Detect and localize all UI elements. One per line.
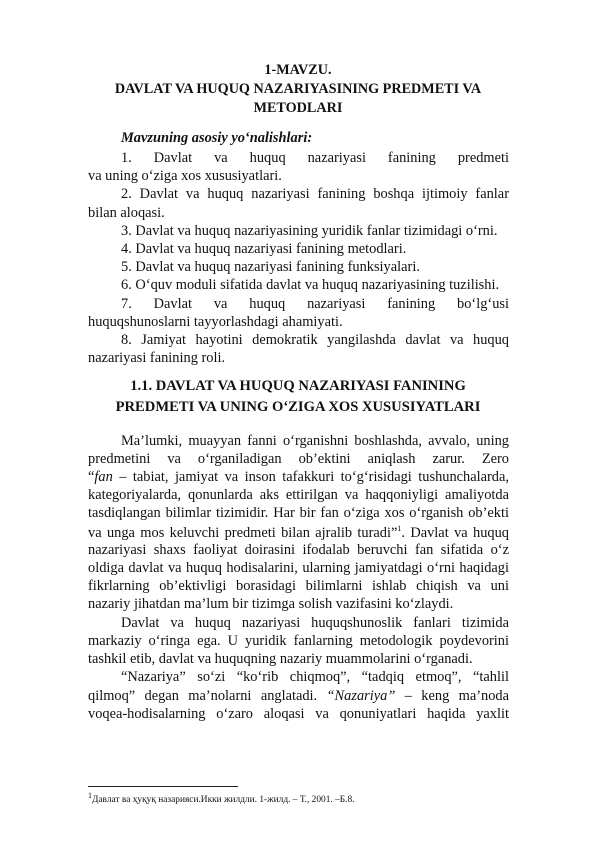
- body-p1-line-10: nazariy jihatdan ma’lum bir tizimga solish vazifasini ko‘zlaydi.: [88, 596, 454, 612]
- title-line-2: DAVLAT VA HUQUQ NAZARIYASINING PREDMETI VA: [114, 81, 482, 97]
- footnote-mark: 1: [88, 791, 92, 800]
- nazariya-definition: – keng ma’noda: [395, 688, 509, 704]
- body-p2-line-3: tashkil etib, davlat va huquqning nazariy muammolarini o‘rganadi.: [88, 651, 473, 667]
- footnote-text: Давлат ва ҳуқуқ назарияси.Икки жилдли. 1-жилд. – Т., 2001. –Б.8.: [92, 795, 355, 806]
- nazariya-sentence: qilmoq” degan ma’nolarni anglatadi.: [88, 688, 327, 704]
- body-p1-line-5: tasdiqlangan bilimlar tizimidir. Har bir fan o‘ziga xos o‘rganish ob’ekti: [88, 505, 509, 521]
- topic-5: 5. Davlat va huquq nazariyasi fanining funksiyalari.: [121, 259, 420, 275]
- title-line-3: METODLARI: [253, 100, 343, 116]
- topic-1-line-2: va uning o‘ziga xos xususiyatlari.: [88, 168, 282, 184]
- body-p2-line-1: Davlat va huquq nazariyasi huquqshunoslik fanlari tizimida: [121, 615, 509, 631]
- topic-1-line-1: 1. Davlat va huquq nazariyasi fanining predmeti: [121, 150, 509, 166]
- body-p1-line-3: [88, 469, 509, 486]
- topic-2-line-1: 2. Davlat va huquq nazariyasi fanining boshqa ijtimoiy fanlar: [121, 186, 509, 202]
- topic-3: 3. Davlat va huquq nazariyasining yuridik fanlar tizimidagi o‘rni.: [121, 223, 498, 239]
- topic-7-line-1: 7. Davlat va huquq nazariyasi fanining bo‘lg‘usi: [121, 296, 509, 312]
- body-p1-line-8: oldiga davlat va huquq hodisalarini, ularning jamiyatdagi o‘rni haqidagi: [88, 560, 509, 576]
- fan-definition: – tabiat, jamiyat va inson tafakkuri to‘g‘risidagi tushunchalarda,: [112, 469, 509, 485]
- quote-continuation: . Davlat va huquq: [401, 524, 509, 541]
- section-heading-line-1: 1.1. DAVLAT VA HUQUQ NAZARIYASI FANINING: [130, 378, 466, 394]
- footnote-separator: [88, 786, 238, 787]
- body-p3-line-1: “Nazariya” so‘zi “ko‘rib chiqmoq”, “tadqiq etmoq”, “tahlil: [121, 669, 509, 685]
- body-p1-line-4: kategoriyalarda, qonunlarda aks ettirilgan va haqqoniyligi amaliyotda: [88, 487, 509, 503]
- open-quote: “: [88, 469, 95, 485]
- quote-end-text: va unga mos keluvchi predmeti bilan ajralib turadi”: [88, 524, 398, 541]
- footnote: [88, 791, 355, 805]
- nazariya-term: “Nazariya”: [326, 688, 396, 704]
- topic-2-line-2: bilan aloqasi.: [88, 205, 165, 221]
- topics-heading: Mavzuning asosiy yo‘nalishlari:: [121, 130, 313, 146]
- body-p1-line-1: Ma’lumki, muayyan fanni o‘rganishni boshlashda, avvalo, uning: [121, 433, 509, 449]
- title-line-1: 1-MAVZU.: [264, 62, 332, 78]
- topic-4: 4. Davlat va huquq nazariyasi fanining metodlari.: [121, 241, 407, 257]
- chapter-title: [60, 61, 536, 118]
- body-p1-line-9: fikrlarning ob’ektivligi borasidagi bilimlarni ishlab chiqish va uni: [88, 578, 509, 594]
- body-p1-line-7: nazariyasi shaxs faoliyat doirasini ifodalab beruvchi fan sifatida o‘z: [88, 542, 509, 558]
- topic-8-line-2: nazariyasi fanining roli.: [88, 350, 226, 366]
- topic-7-line-2: huquqshunoslarni tayyorlashdagi ahamiyati.: [88, 314, 343, 330]
- topic-6: 6. O‘quv moduli sifatida davlat va huquq nazariyasining tuzilishi.: [121, 277, 500, 293]
- body-p2-line-2: markaziy o‘ringa ega. U yuridik fanlarning metodologik poydevorini: [88, 633, 509, 649]
- body-p1-line-2: predmetini va o‘rganiladigan ob’ektini aniqlash zarur. Zero: [88, 451, 509, 467]
- body-p3-line-3: voqea-hodisalarning o‘zaro aloqasi va qonuniyatlari haqida yaxlit: [88, 706, 509, 722]
- body-p1-line-6: [88, 524, 509, 542]
- footnote-reference[interactable]: 1: [397, 524, 402, 533]
- body-p3-line-2: [88, 688, 509, 705]
- section-heading-line-2: PREDMETI VA UNING O‘ZIGA XOS XUSUSIYATLARI: [115, 399, 481, 415]
- fan-term: fan: [94, 469, 113, 485]
- topic-8-line-1: 8. Jamiyat hayotini demokratik yangilashda davlat va huquq: [121, 332, 509, 348]
